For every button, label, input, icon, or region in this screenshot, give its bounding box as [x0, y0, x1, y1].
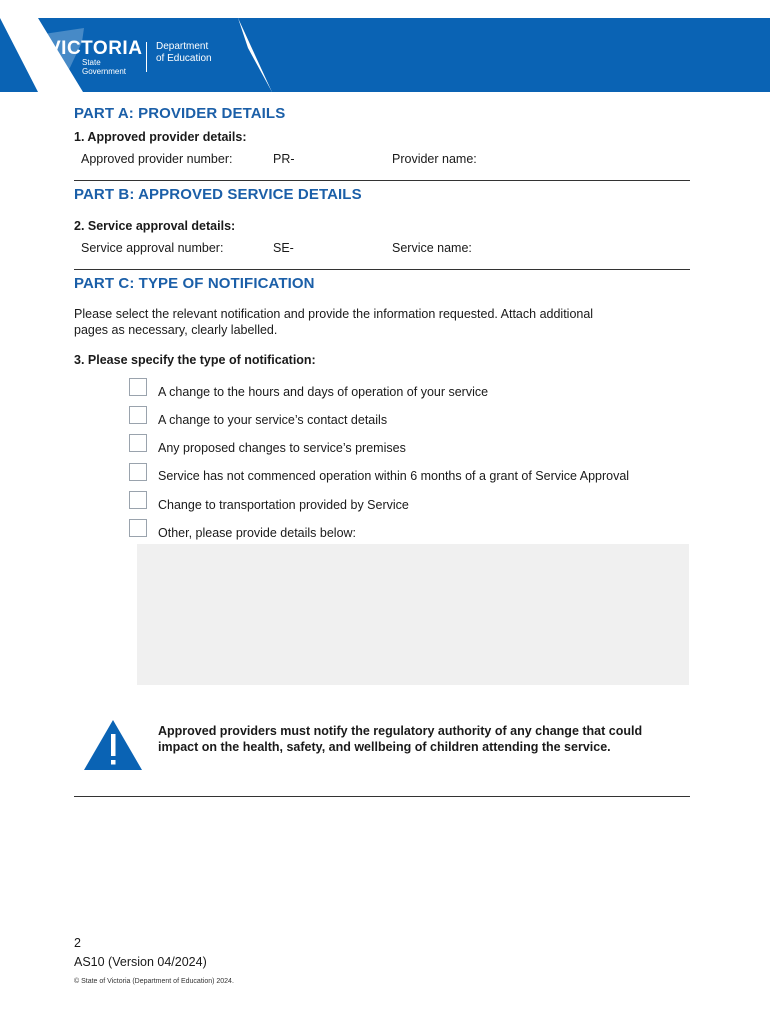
page-number: 2: [74, 936, 81, 950]
service-number-field[interactable]: SE-: [273, 241, 294, 255]
divider-a: [74, 180, 690, 181]
option-label-hours-days: A change to the hours and days of operation of your service: [158, 385, 489, 399]
checkbox-premises[interactable]: [129, 434, 147, 452]
checkbox-transportation[interactable]: [129, 491, 147, 509]
checkbox-contact-details[interactable]: [129, 406, 147, 424]
checkbox-hours-days[interactable]: [129, 378, 147, 396]
part-c-title: PART C: TYPE OF NOTIFICATION: [74, 275, 315, 292]
state-government-label: State Government: [82, 58, 127, 76]
option-label-other: Other, please provide details below:: [158, 526, 357, 540]
provider-number-field[interactable]: PR-: [273, 152, 295, 166]
checkbox-not-commenced[interactable]: [129, 463, 147, 481]
option-label-transportation: Change to transportation provided by Service: [158, 498, 409, 512]
department-label: Department of Education: [156, 41, 212, 64]
part-c-intro-line2: pages as necessary, clearly labelled.: [74, 323, 278, 337]
other-details-textbox[interactable]: [137, 544, 689, 685]
divider-warning: [74, 796, 690, 797]
logo-divider: [146, 42, 147, 72]
part-b-question: 2. Service approval details:: [74, 219, 236, 233]
provider-name-label: Provider name:: [392, 152, 477, 166]
option-label-not-commenced: Service has not commenced operation within 6 months of a grant of Service Approval: [158, 469, 630, 483]
copyright-notice: © State of Victoria (Department of Education) 2024.: [74, 978, 234, 985]
part-a-question: 1. Approved provider details:: [74, 130, 247, 144]
part-c-question: 3. Please specify the type of notification:: [74, 353, 316, 367]
provider-number-label: Approved provider number:: [81, 152, 233, 166]
part-c-intro-line1: Please select the relevant notification and provide the information requested. Attach additional: [74, 307, 594, 321]
option-label-premises: Any proposed changes to service’s premises: [158, 441, 406, 455]
service-name-label: Service name:: [392, 241, 472, 255]
option-label-contact-details: A change to your service’s contact details: [158, 413, 388, 427]
part-a-title: PART A: PROVIDER DETAILS: [74, 105, 286, 122]
divider-b: [74, 269, 690, 270]
part-b-title: PART B: APPROVED SERVICE DETAILS: [74, 186, 362, 203]
form-version: AS10 (Version 04/2024): [74, 955, 207, 969]
warning-text: Approved providers must notify the regulatory authority of any change that could impact on the health, safety, and wellbeing of children attending the service.: [158, 724, 643, 754]
warning-triangle-icon: [82, 718, 144, 772]
service-number-label: Service approval number:: [81, 241, 224, 255]
checkbox-other[interactable]: [129, 519, 147, 537]
victoria-logo: VICTORIA: [48, 38, 143, 59]
